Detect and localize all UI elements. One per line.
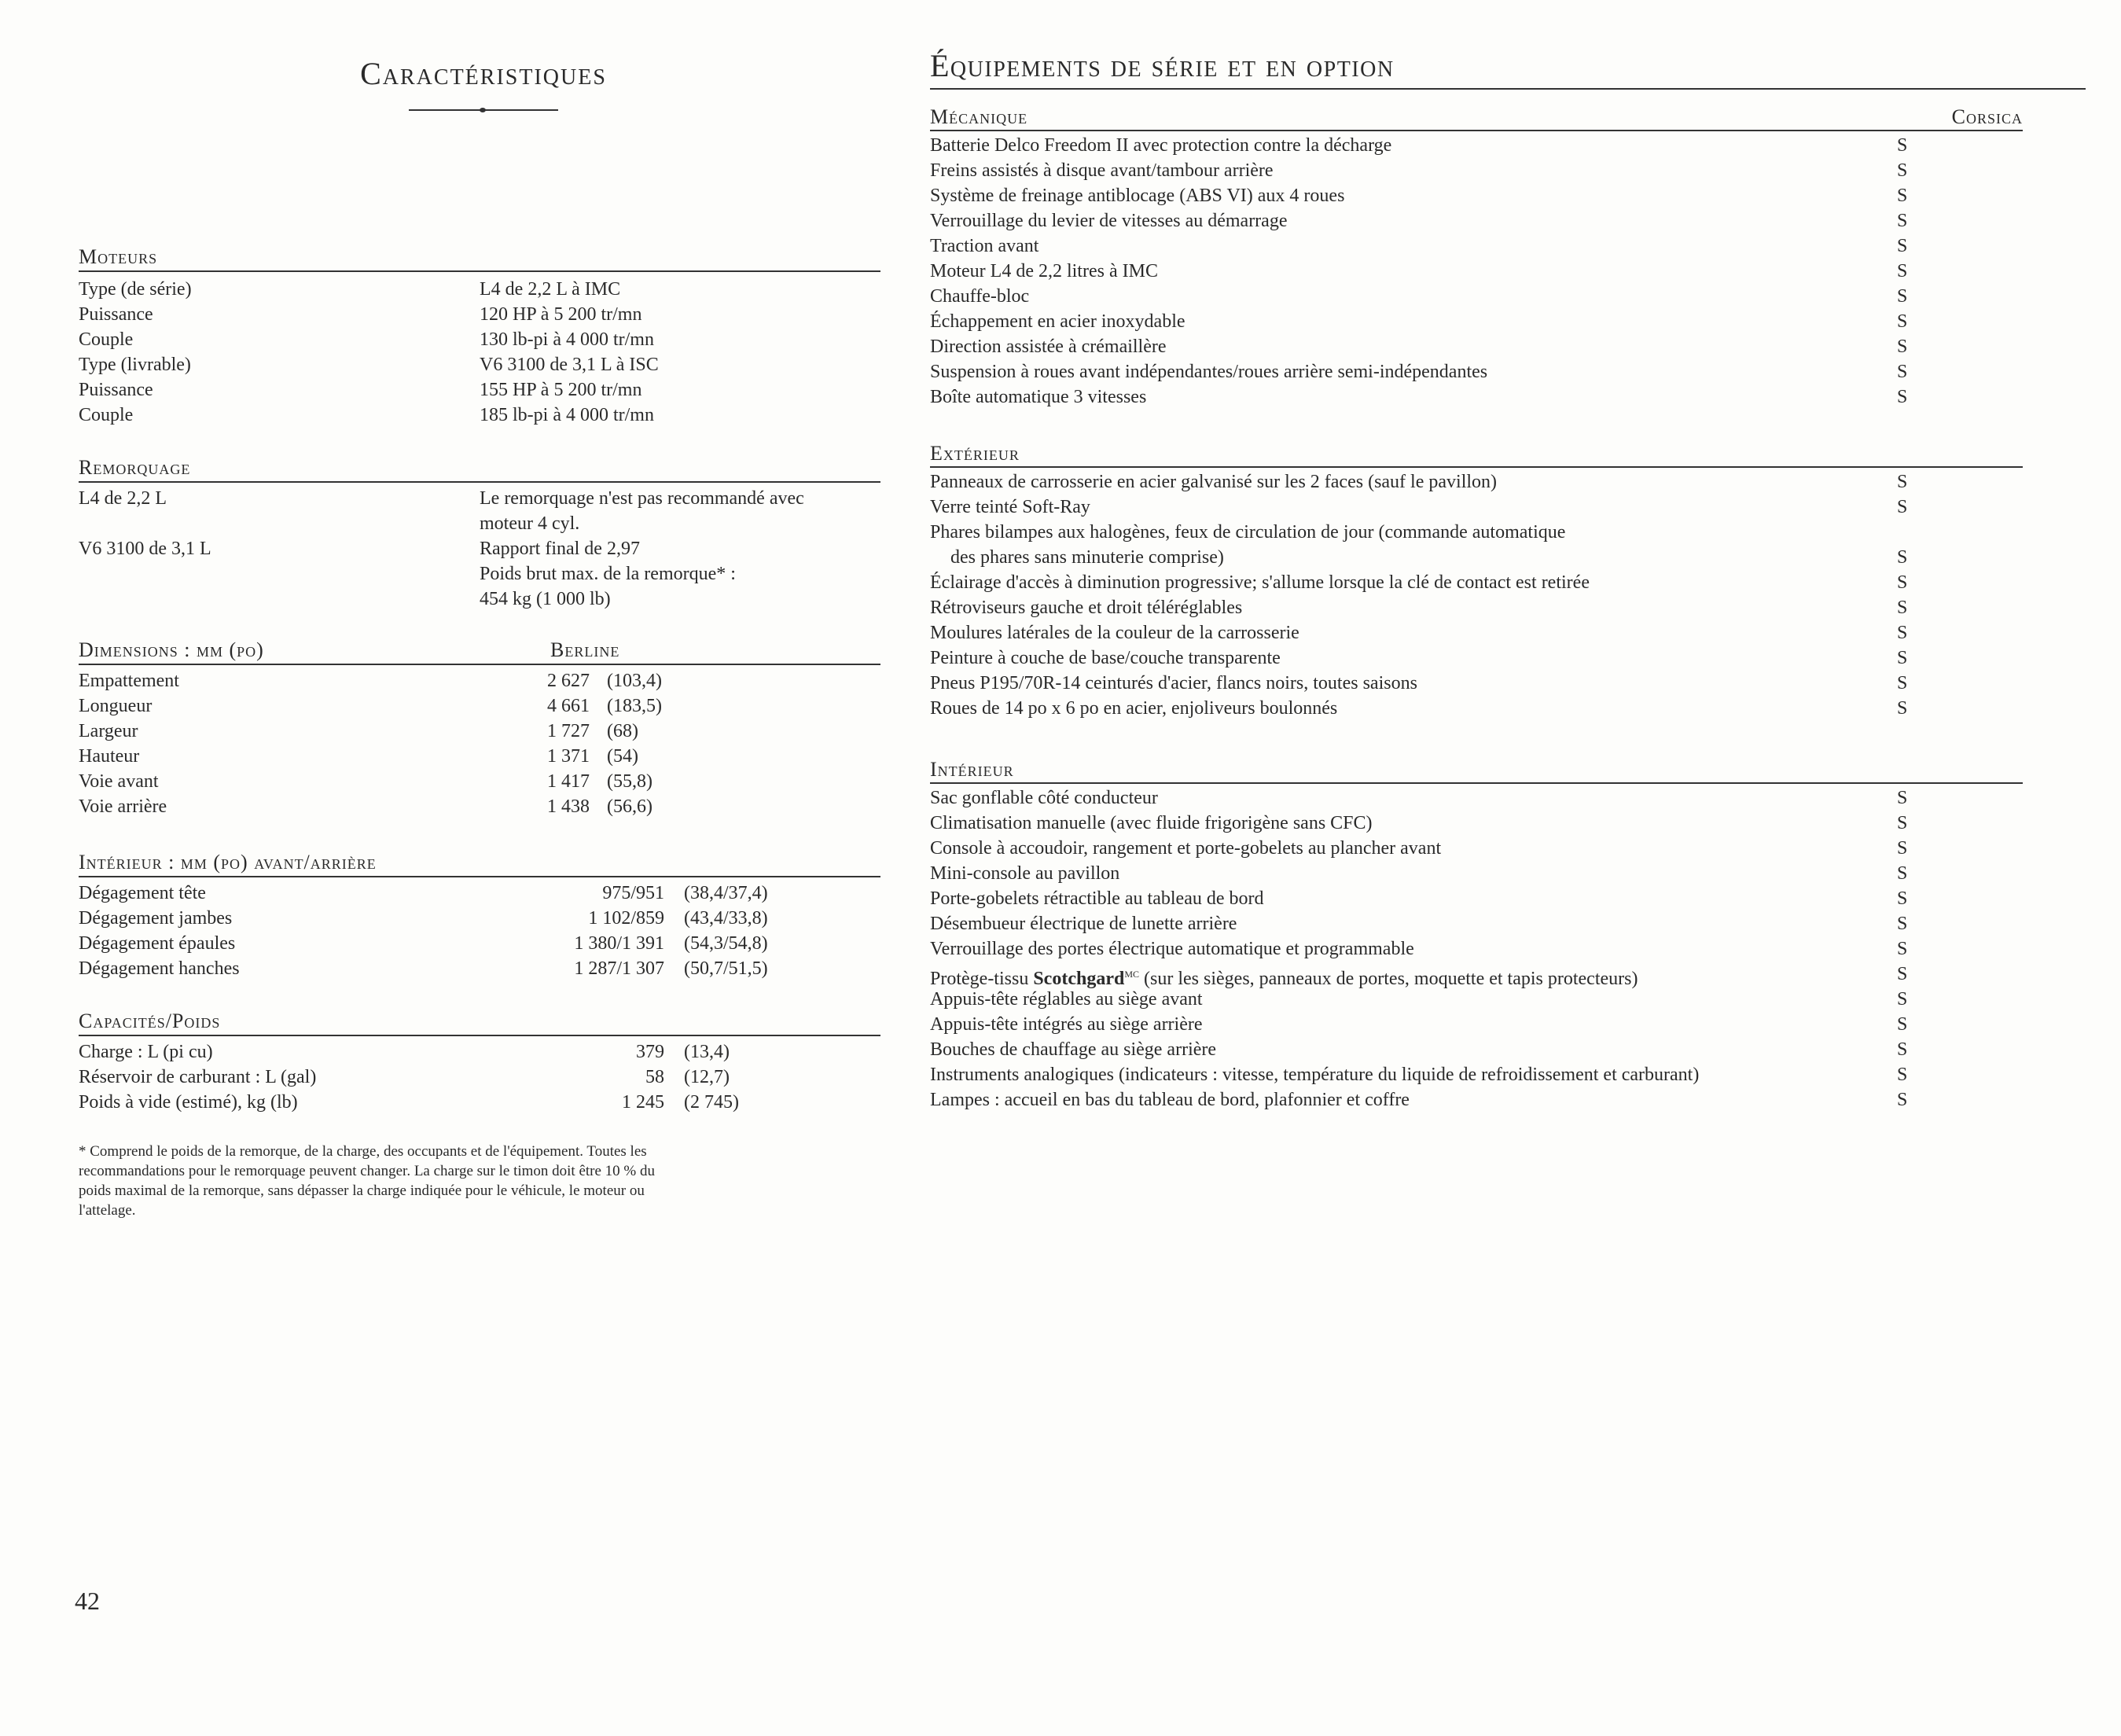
spec-row: Voie arrière 1 438 (56,6) [79,796,652,817]
section-heading: Capacités/Poids [79,1008,880,1036]
equipment-row: Bouches de chauffage au siège arrière S [930,1039,1908,1060]
right-page [930,47,2078,1110]
equipment-row: Roues de 14 po x 6 po en acier, enjoliveurs boulonnés S [930,698,1908,719]
spec-row: Poids à vide (estimé), kg (lb) 1 245 (2 745) [79,1092,739,1113]
section-dimensions [79,637,880,819]
column-header-corsica: Corsica [1951,105,2023,128]
spec-row: Type (livrable) V6 3100 de 3,1 L à ISC [79,355,659,375]
spec-row: moteur 4 cyl. [480,513,580,534]
section-remorquage [79,454,880,612]
spec-row: Couple 185 lb-pi à 4 000 tr/mn [79,405,654,425]
spec-row: Puissance 155 HP à 5 200 tr/mn [79,380,642,400]
equipment-row: Moulures latérales de la couleur de la carrosserie S [930,623,1908,643]
equipment-row: Chauffe-bloc S [930,286,1908,307]
spec-row: V6 3100 de 3,1 L Rapport final de 2,97 [79,539,640,559]
equipment-row: Sac gonflable côté conducteur S [930,788,1908,808]
spec-row: Puissance 120 HP à 5 200 tr/mn [79,304,642,325]
equipment-title: Équipements de série et en option [930,48,1395,83]
equipment-row: Porte-gobelets rétractible au tableau de bord S [930,888,1908,909]
equipment-row: Désembueur électrique de lunette arrière S [930,914,1908,934]
equipment-row: Console à accoudoir, rangement et porte-gobelets au plancher avant S [930,838,1908,859]
section-heading: Intérieur [930,756,2023,784]
section-heading: Mécanique Corsica [930,104,2023,131]
section-heading: Intérieur : mm (po) avant/arrière [79,849,880,877]
equipment-row: Batterie Delco Freedom II avec protection contre la décharge S [930,135,1908,156]
equipment-row: Verrouillage du levier de vitesses au démarrage S [930,211,1908,231]
title-rule [930,88,2086,90]
section-heading: Dimensions : mm (po) Berline [79,637,880,665]
equipment-row: Verre teinté Soft-Ray S [930,497,1908,517]
section-capacites [79,1008,880,1115]
equipment-row: Protège-tissu Scotchgard$^{MC}$ (sur les sièges, panneaux de portes, moquette et tapis protecteurs) S [930,964,1908,989]
spec-row: Dégagement épaules 1 380/1 391 (54,3/54,8) [79,933,768,954]
equipment-row: Boîte automatique 3 vitesses S [930,387,1908,407]
section-moteurs [79,244,880,428]
footnote: * Comprend le poids de la remorque, de la charge, des occupants et de l'équipement. Toutes les recommandations pour le remorquage peuvent changer. La charge sur le timon doit être 10 % du poids maximal de la remorque, sans dépasser la charge indiquée pour le véhicule, le moteur ou l'attelage. [79,1143,656,1219]
spec-row: Dégagement hanches 1 287/1 307 (50,7/51,5) [79,958,768,979]
page-title: Caractéristiques [360,56,607,91]
equipment-row: Direction assistée à crémaillère S [930,337,1908,357]
section-heading: Remorquage [79,454,880,483]
section-interieur [79,849,880,981]
equipment-row: Traction avant S [930,236,1908,256]
equipment-row: Échappement en acier inoxydable S [930,311,1908,332]
spec-row: Hauteur 1 371 (54) [79,746,638,767]
equipment-row: Appuis-tête intégrés au siège arrière S [930,1014,1908,1035]
spec-row: Réservoir de carburant : L (gal) 58 (12,7) [79,1067,730,1087]
spec-row: Largeur 1 727 (68) [79,721,638,741]
section-mecanique [930,104,2023,410]
section-heading: Extérieur [930,440,2023,468]
column-header: Berline [550,638,620,661]
spec-row: Dégagement tête 975/951 (38,4/37,4) [79,883,768,903]
equipment-row: Pneus P195/70R-14 ceinturés d'acier, flancs noirs, toutes saisons S [930,673,1908,693]
spec-row: Empattement 2 627 (103,4) [79,671,662,691]
spec-row: Poids brut max. de la remorque* : [480,564,736,584]
section-exterieur [930,440,2023,721]
spec-row: Dégagement jambes 1 102/859 (43,4/33,8) [79,908,768,929]
spec-row: Longueur 4 661 (183,5) [79,696,662,716]
equipment-row: Lampes : accueil en bas du tableau de bord, plafonnier et coffre S [930,1090,1908,1110]
equipment-row: Mini-console au pavillon S [930,863,1908,884]
spec-row: Charge : L (pi cu) 379 (13,4) [79,1042,730,1062]
spec-row: Couple 130 lb-pi à 4 000 tr/mn [79,329,654,350]
equipment-row: Système de freinage antiblocage (ABS VI) aux 4 roues S [930,186,1908,206]
section-heading: Moteurs [79,244,880,272]
title-ornament [409,108,558,112]
equipment-row: Verrouillage des portes électrique automatique et programmable S [930,939,1908,959]
equipment-row: Appuis-tête réglables au siège avant S [930,989,1908,1010]
equipment-row: Freins assistés à disque avant/tambour arrière S [930,160,1908,181]
equipment-row: Moteur L4 de 2,2 litres à IMC S [930,261,1908,281]
equipment-row: Instruments analogiques (indicateurs : vitesse, température du liquide de refroidissement et carburant) S [930,1065,1908,1085]
spec-row: Voie avant 1 417 (55,8) [79,771,652,792]
spec-row: 454 kg (1 000 lb) [480,589,611,609]
page-number: 42 [75,1587,100,1615]
equipment-row: Climatisation manuelle (avec fluide frigorigène sans CFC) S [930,813,1908,833]
section-interieur-equip [930,756,2023,1113]
equipment-row: Peinture à couche de base/couche transparente S [930,648,1908,668]
equipment-row: Rétroviseurs gauche et droit téléréglables S [930,598,1908,618]
equipment-row: Éclairage d'accès à diminution progressive; s'allume lorsque la clé de contact est retirée S [930,572,1908,593]
equipment-row: Suspension à roues avant indépendantes/roues arrière semi-indépendantes S [930,362,1908,382]
equipment-row: Phares bilampes aux halogènes, feux de circulation de jour (commande automatique des phares sans minuterie comprise) S [930,522,1908,568]
spec-row: L4 de 2,2 L Le remorquage n'est pas recommandé avec [79,488,804,509]
spec-row: Type (de série) L4 de 2,2 L à IMC [79,279,621,300]
equipment-row: Panneaux de carrosserie en acier galvanisé sur les 2 faces (sauf le pavillon) S [930,472,1908,492]
left-page [79,55,880,1219]
